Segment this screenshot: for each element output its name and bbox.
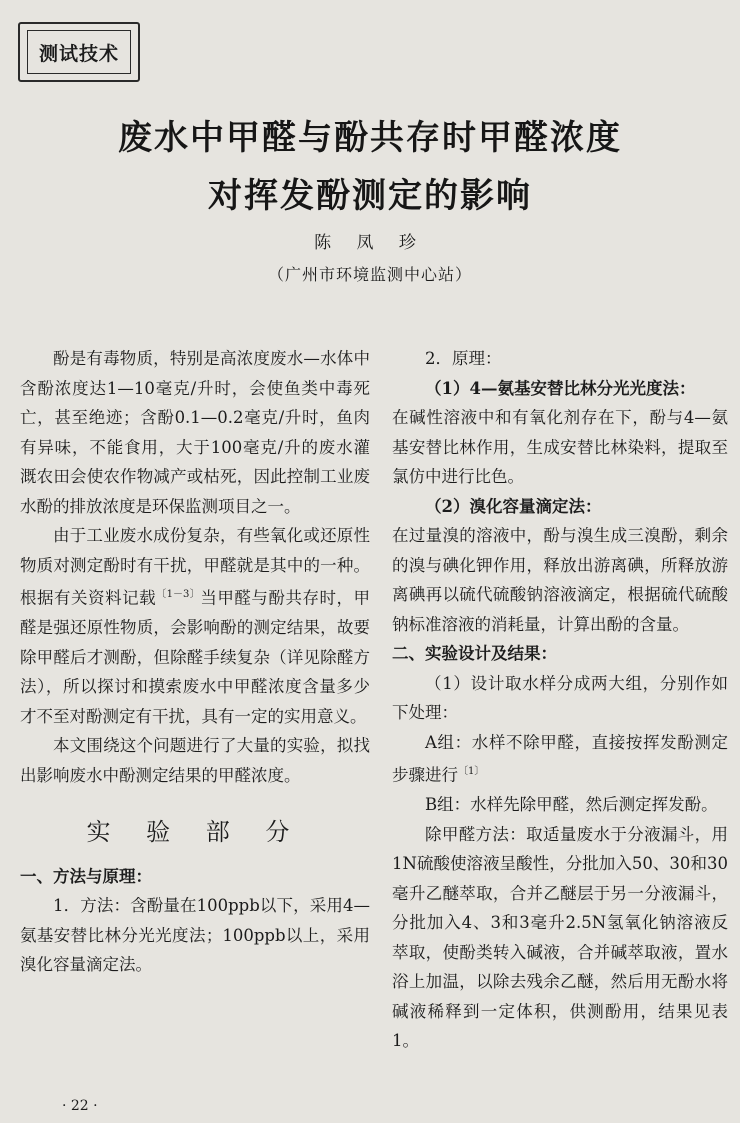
group-a-paragraph xyxy=(392,728,728,791)
group-b-paragraph: B组：水样先除甲醛，然后测定挥发酚。 xyxy=(425,795,718,814)
intro-paragraph-2 xyxy=(20,521,370,731)
page-number: · 22 · xyxy=(62,1098,98,1114)
intro-paragraph-3: 本文围绕这个问题进行了大量的实验，拟找出影响废水中酚测定结果的甲醛浓度。 xyxy=(20,736,370,785)
column-badge-label: 测试技术 xyxy=(27,30,131,74)
author-affiliation: （广州市环境监测中心站） xyxy=(267,265,472,284)
subsection-heading-methods: 一、方法与原理： xyxy=(20,866,152,886)
right-column xyxy=(392,344,728,1056)
principle-2-title: （2）溴化容量滴定法： xyxy=(425,496,602,516)
principle-heading: 2．原理： xyxy=(425,349,502,368)
article-title-line2: 对挥发酚测定的影响 xyxy=(208,176,532,216)
formaldehyde-removal-paragraph: 除甲醛方法：取适量废水于分液漏斗，用1N硫酸使溶液呈酸性，分批加入50、30和30毫升乙醚萃取，合并乙醚层于另一分液漏斗，分批加入4、3和3毫升2.5N氢氧化钠溶液反萃取，使酚类转入碱液，合并碱萃取液，置水浴上加温，以除去残余乙醚，然后用无酚水将碱液稀释到一定体积，供测酚用，结果见表1。 xyxy=(392,824,728,1050)
intro-paragraph-2-text: 由于工业废水成份复杂，有些氧化或还原性物质对测定酚时有干扰，甲醛就是其中的一种。根据有关资料记载 xyxy=(20,526,370,608)
section-heading: 实 验 部 分 xyxy=(86,818,304,846)
principle-1-title: （1）4—氨基安替比林分光光度法： xyxy=(425,378,696,398)
group-a-citation: 〔1〕 xyxy=(458,766,485,777)
intro-paragraph-2-rest: 当甲醛与酚共存时，甲醛是强还原性物质，会影响酚的测定结果，故要除甲醛后才测酚，但除醛手续复杂（详见除醛方法），所以探讨和摸索废水中甲醛浓度含量多少才不至对酚测定有干扰，具有一定的实用意义。 xyxy=(20,588,370,726)
group-a-text: A组：水样不除甲醛，直接按挥发酚测定步骤进行 xyxy=(392,732,728,785)
left-column xyxy=(20,344,370,980)
design-paragraph: （1）设计取水样分成两大组，分别作如下处理： xyxy=(392,673,728,722)
subsection-heading-design: 二、实验设计及结果： xyxy=(392,644,557,663)
method-paragraph: 1．方法：含酚量在100ppb以下，采用4—氨基安替比林分光光度法；100ppb以上，采用溴化容量滴定法。 xyxy=(20,896,370,974)
reference-citation: 〔1－3〕 xyxy=(156,589,201,600)
column-badge xyxy=(18,22,140,82)
principle-1-text: 在碱性溶液中和有氧化剂存在下，酚与4—氨基安替比林作用，生成安替比林染料，提取至氯仿中进行比色。 xyxy=(392,408,728,486)
author-name: 陈 凤 珍 xyxy=(314,233,426,253)
intro-paragraph-1: 酚是有毒物质，特别是高浓度废水—水体中含酚浓度达1—10毫克/升时，会使鱼类中毒死亡，甚至绝迹；含酚0.1—0.2毫克/升时，鱼肉有异味，不能食用，大于100毫克/升的废水灌溉农田会使农作物减产或枯死，因此控制工业废水酚的排放浓度是环保监测项目之一。 xyxy=(20,349,370,516)
article-title-line1: 废水中甲醛与酚共存时甲醛浓度 xyxy=(118,118,622,158)
principle-2-text: 在过量溴的溶液中，酚与溴生成三溴酚，剩余的溴与碘化钾作用，释放出游离碘，所释放游离碘再以硫代硫酸钠溶液滴定，根据硫代硫酸钠标准溶液的消耗量，计算出酚的含量。 xyxy=(392,526,728,634)
